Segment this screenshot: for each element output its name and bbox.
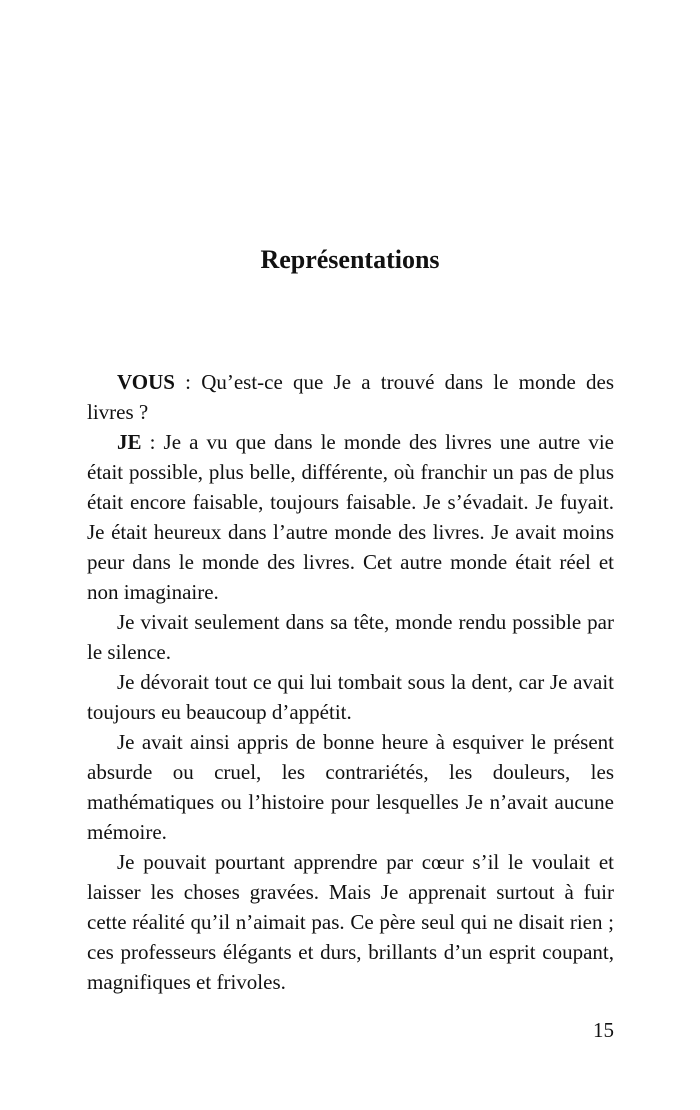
speaker-je: JE bbox=[117, 430, 142, 454]
speaker-separator: : bbox=[174, 370, 202, 394]
body-paragraph: Je avait ainsi appris de bonne heure à esquiver le présent absurde ou cruel, les contrariétés, les douleurs, les mathématiques ou l’histoire pour lesquelles Je n’avait aucune mémoire. bbox=[87, 730, 614, 844]
speaker-separator: : bbox=[141, 430, 164, 454]
body-paragraph: Je vivait seulement dans sa tête, monde rendu possible par le silence. bbox=[87, 610, 614, 664]
dialogue-text: Je a vu que dans le monde des livres une autre vie était possible, plus belle, différente, où franchir un pas de plus était encore faisable, toujours faisable. Je s’évadait. Je fuyait. Je était heureux dans l’autre monde des livres. Je avait moins peur dans le monde des livres. Cet autre monde était réel et non imaginaire. bbox=[87, 430, 614, 604]
page-body bbox=[87, 367, 614, 997]
chapter-title: Représentations bbox=[260, 245, 440, 274]
dialogue-paragraph-je bbox=[87, 427, 614, 607]
body-paragraph: Je pouvait pourtant apprendre par cœur s’il le voulait et laisser les choses gravées. Mais Je apprenait surtout à fuir cette réalité qu’il n’aimait pas. Ce père seul qui ne disait rien ; ces professeurs élégants et durs, brillants d’un esprit coupant, magnifiques et frivoles. bbox=[87, 850, 614, 994]
page-number: 15 bbox=[593, 1018, 614, 1042]
speaker-vous: VOUS bbox=[117, 370, 175, 394]
dialogue-paragraph-vous bbox=[87, 367, 614, 427]
dialogue-text: Qu’est-ce que Je a trouvé dans le monde des livres ? bbox=[87, 370, 615, 424]
body-paragraph: Je dévorait tout ce qui lui tombait sous la dent, car Je avait toujours eu beaucoup d’appétit. bbox=[87, 670, 614, 724]
